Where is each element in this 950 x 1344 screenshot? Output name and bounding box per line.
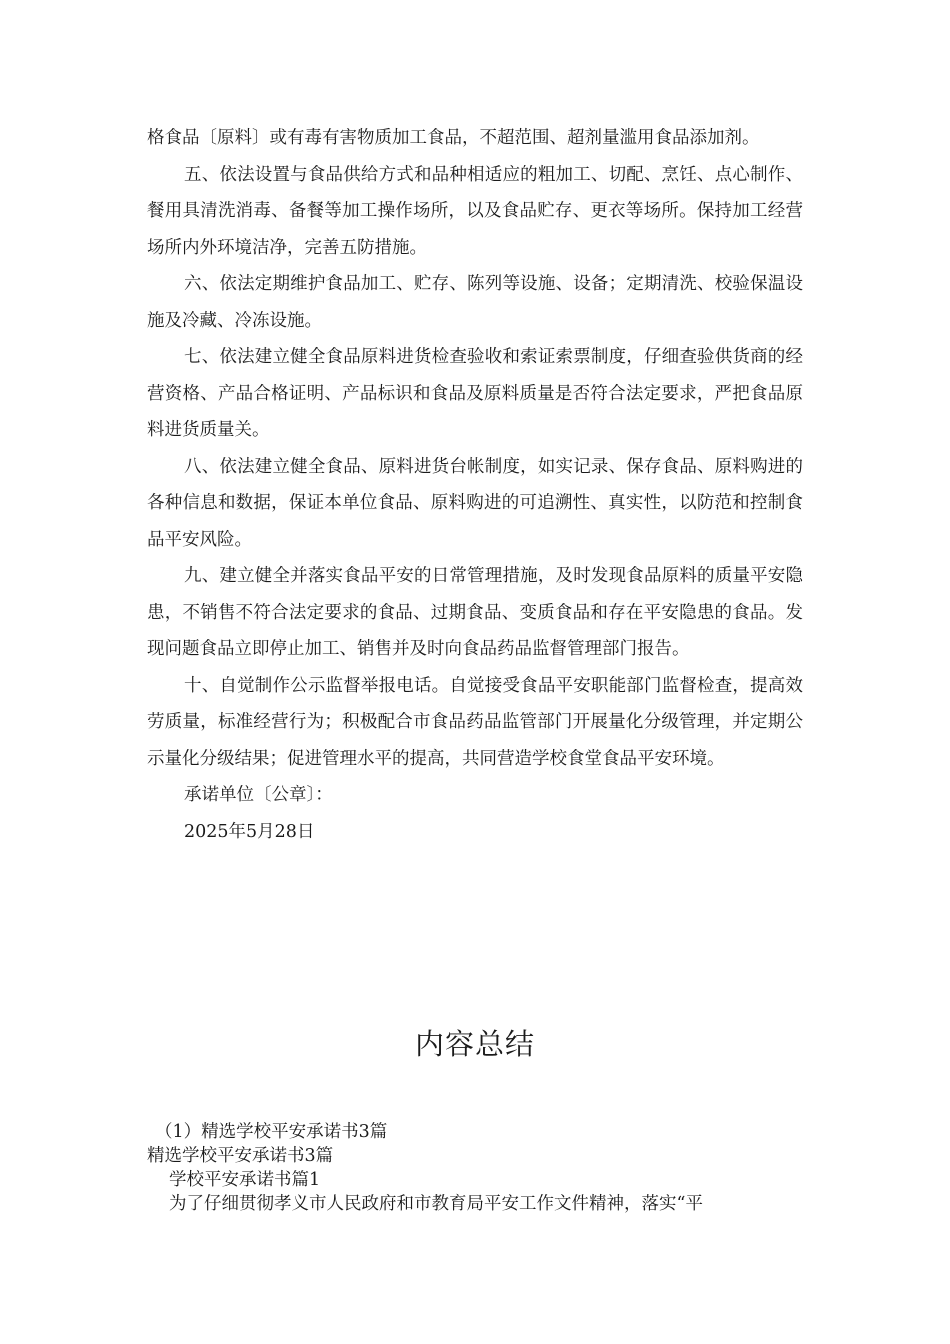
summary-section xyxy=(147,1120,807,1216)
summary-line: 为了仔细贯彻孝义市人民政府和市教育局平安工作文件精神，落实“平 xyxy=(169,1194,703,1214)
paragraph-item-6: 六、依法定期维护食品加工、贮存、陈列等设施、设备；定期清洗、校验保温设施及冷藏、冷冻设施。 xyxy=(147,274,803,331)
paragraph-item-9: 九、建立健全并落实食品平安的日常管理措施，及时发现食品原料的质量平安隐患，不销售不符合法定要求的食品、过期食品、变质食品和存在平安隐患的食品。发现问题食品立即停止加工、销售并及时向食品药品监督管理部门报告。 xyxy=(147,566,803,659)
paragraph-item-5: 五、依法设置与食品供给方式和品种相适应的粗加工、切配、烹饪、点心制作、餐用具清洗消毒、备餐等加工操作场所，以及食品贮存、更衣等场所。保持加工经营场所内外环境洁净，完善五防措施。 xyxy=(147,164,803,258)
paragraph-item-7: 七、依法建立健全食品原料进货检查验收和索证索票制度，仔细查验供货商的经营资格、产品合格证明、产品标识和食品及原料质量是否符合法定要求，严把食品原料进货质量关。 xyxy=(147,347,803,440)
paragraph-continuation: 格食品〔原料〕或有毒有害物质加工食品，不超范围、超剂量滥用食品添加剂。 xyxy=(147,128,760,148)
paragraph-item-8: 八、依法建立健全食品、原料进货台帐制度，如实记录、保存食品、原料购进的各种信息和数据，保证本单位食品、原料购进的可追溯性、真实性，以防范和控制食品平安风险。 xyxy=(147,456,803,550)
summary-line: （1）精选学校平安承诺书3篇 xyxy=(155,1122,388,1142)
summary-heading: 内容总结 xyxy=(414,1027,535,1061)
signature-date: 2025年5月28日 xyxy=(184,821,315,842)
signature-unit: 承诺单位〔公章〕： xyxy=(184,785,333,805)
paragraph-item-10: 十、自觉制作公示监督举报电话。自觉接受食品平安职能部门监督检查，提高效劳质量，标准经营行为；积极配合市食品药品监管部门开展量化分级管理，并定期公示量化分级结果；促进管理水平的提高，共同营造学校食堂食品平安环境。 xyxy=(147,675,803,769)
summary-line: 精选学校平安承诺书3篇 xyxy=(147,1146,334,1166)
document-body xyxy=(147,120,803,850)
summary-line: 学校平安承诺书篇1 xyxy=(169,1170,321,1190)
